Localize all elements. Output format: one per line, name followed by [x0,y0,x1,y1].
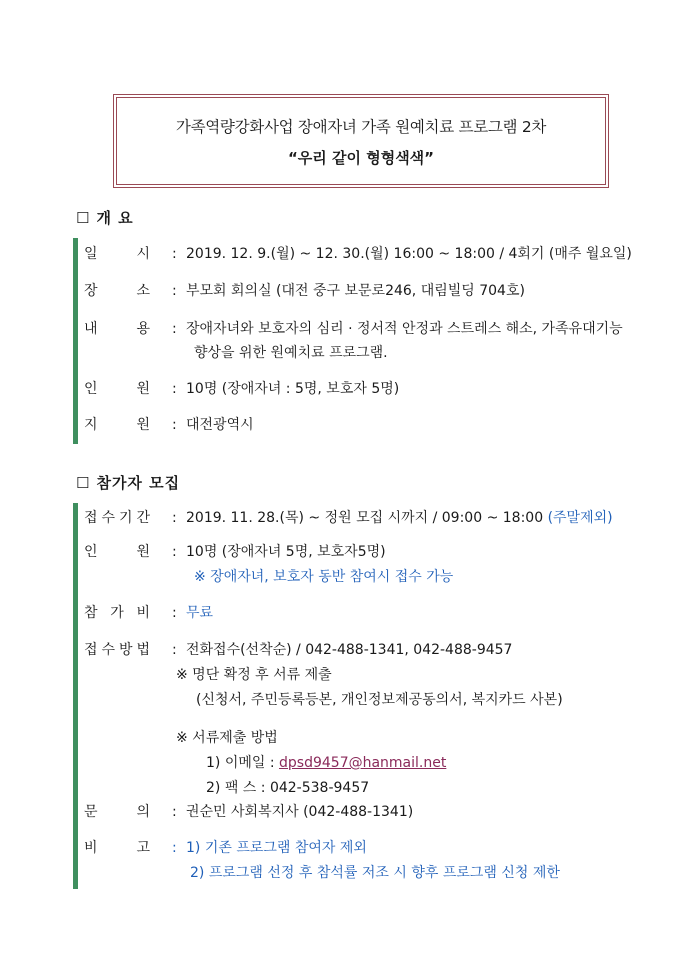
document-title: 가족역량강화사업 장애자녀 가족 원예치료 프로그램 2차 [175,117,547,136]
row-value: 장애자녀와 보호자의 심리 · 정서적 안정과 스트레스 해소, 가족유대기능 [186,321,623,337]
section-overview-title: 개 요 [96,209,134,227]
row-label: 접 수 기 간 [84,510,150,526]
section-recruit-heading [76,472,180,493]
recruit-row-contact: 문 의 : 권순민 사회복지사 (042-488-1341) [84,801,413,821]
method-note-submit: ※ 서류제출 방법 [176,730,278,746]
row-value: 권순민 사회복지사 (042-488-1341) [186,804,414,820]
section-recruit-bar [73,503,78,889]
row-label: 참 가 비 [84,605,150,621]
row-value: 2019. 12. 9.(월) ~ 12. 30.(월) 16:00 ~ 18:00 / 4회기 (매주 월요일) [186,246,632,262]
people-note: ※ 장애자녀, 보호자 동반 참여시 접수 가능 [194,569,454,585]
row-label: 내 용 [84,321,150,337]
overview-row-date: 일 시 : 2019. 12. 9.(월) ~ 12. 30.(월) 16:00 ~ 18:00 / 4회기 (매주 월요일) [84,243,632,263]
row-label: 일 시 [84,246,150,262]
row-label: 문 의 [84,804,150,820]
row-value: 무료 [186,605,214,621]
overview-row-content: 내 용 : 장애자녀와 보호자의 심리 · 정서적 안정과 스트레스 해소, 가족유대기능 [84,318,623,338]
row-value: 1) 기존 프로그램 참여자 제외 [186,840,367,856]
row-label: 접 수 방 법 [84,642,150,658]
fax-number: 042-538-9457 [269,780,370,796]
row-label: 장 소 [84,283,150,299]
recruit-row-people: 인 원 : 10명 (장애자녀 5명, 보호자5명) [84,541,386,561]
email-link[interactable]: dpsd9457@hanmail.net [279,755,447,771]
title-inner [116,97,606,185]
row-value: 2019. 11. 28.(목) ~ 정원 모집 시까지 / 09:00 ~ 18:00 [186,510,544,526]
row-value: 대전광역시 [186,417,254,433]
overview-row-content-cont: 향상을 위한 원예치료 프로그램. [194,345,388,361]
recruit-row-fee: 참 가 비 : 무료 [84,602,213,622]
overview-row-place: 장 소 : 부모회 회의실 (대전 중구 보문로246, 대림빌딩 704호) [84,280,525,300]
row-label: 비 고 [84,840,150,856]
section-recruit-title: 참가자 모집 [96,474,181,492]
email-label: 1) 이메일 : [206,755,275,771]
method-fax-row [206,777,369,797]
row-label: 인 원 [84,381,150,397]
recruit-row-period: 접 수 기 간 : 2019. 11. 28.(목) ~ 정원 모집 시까지 / 09:00 ~ 18:00 (주말제외) [84,507,613,527]
section-overview-bar [73,238,78,444]
recruit-row-method: 접 수 방 법 : 전화접수(선착순) / 042-488-1341, 042-488-9457 [84,639,512,659]
row-value: 10명 (장애자녀 5명, 보호자5명) [186,544,386,560]
method-note-document-list: (신청서, 주민등록등본, 개인정보제공동의서, 복지카드 사본) [196,692,563,708]
recruit-row-remarks: 비 고 : 1) 기존 프로그램 참여자 제외 [84,837,367,857]
weekend-note: (주말제외) [547,510,613,526]
remarks-line2: 2) 프로그램 선정 후 참석률 저조 시 향후 프로그램 신청 제한 [190,865,560,881]
row-value: 부모회 회의실 (대전 중구 보문로246, 대림빌딩 704호) [186,283,525,299]
document-subtitle: “우리 같이 형형색색” [287,148,435,167]
method-note-documents: ※ 명단 확정 후 서류 제출 [176,667,332,683]
row-value: 10명 (장애자녀 : 5명, 보호자 5명) [186,381,400,397]
row-label: 지 원 [84,417,150,433]
section-overview-heading [76,207,134,228]
row-label: 인 원 [84,544,150,560]
checkbox-icon: ☐ [76,474,91,492]
overview-row-support: 지 원 : 대전광역시 [84,414,254,434]
checkbox-icon: ☐ [76,209,91,227]
fax-label: 2) 팩 스 : [206,780,266,796]
method-email-row [206,752,446,772]
row-value: 전화접수(선착순) / 042-488-1341, 042-488-9457 [186,642,513,658]
title-box [113,94,609,188]
overview-row-people: 인 원 : 10명 (장애자녀 : 5명, 보호자 5명) [84,378,399,398]
